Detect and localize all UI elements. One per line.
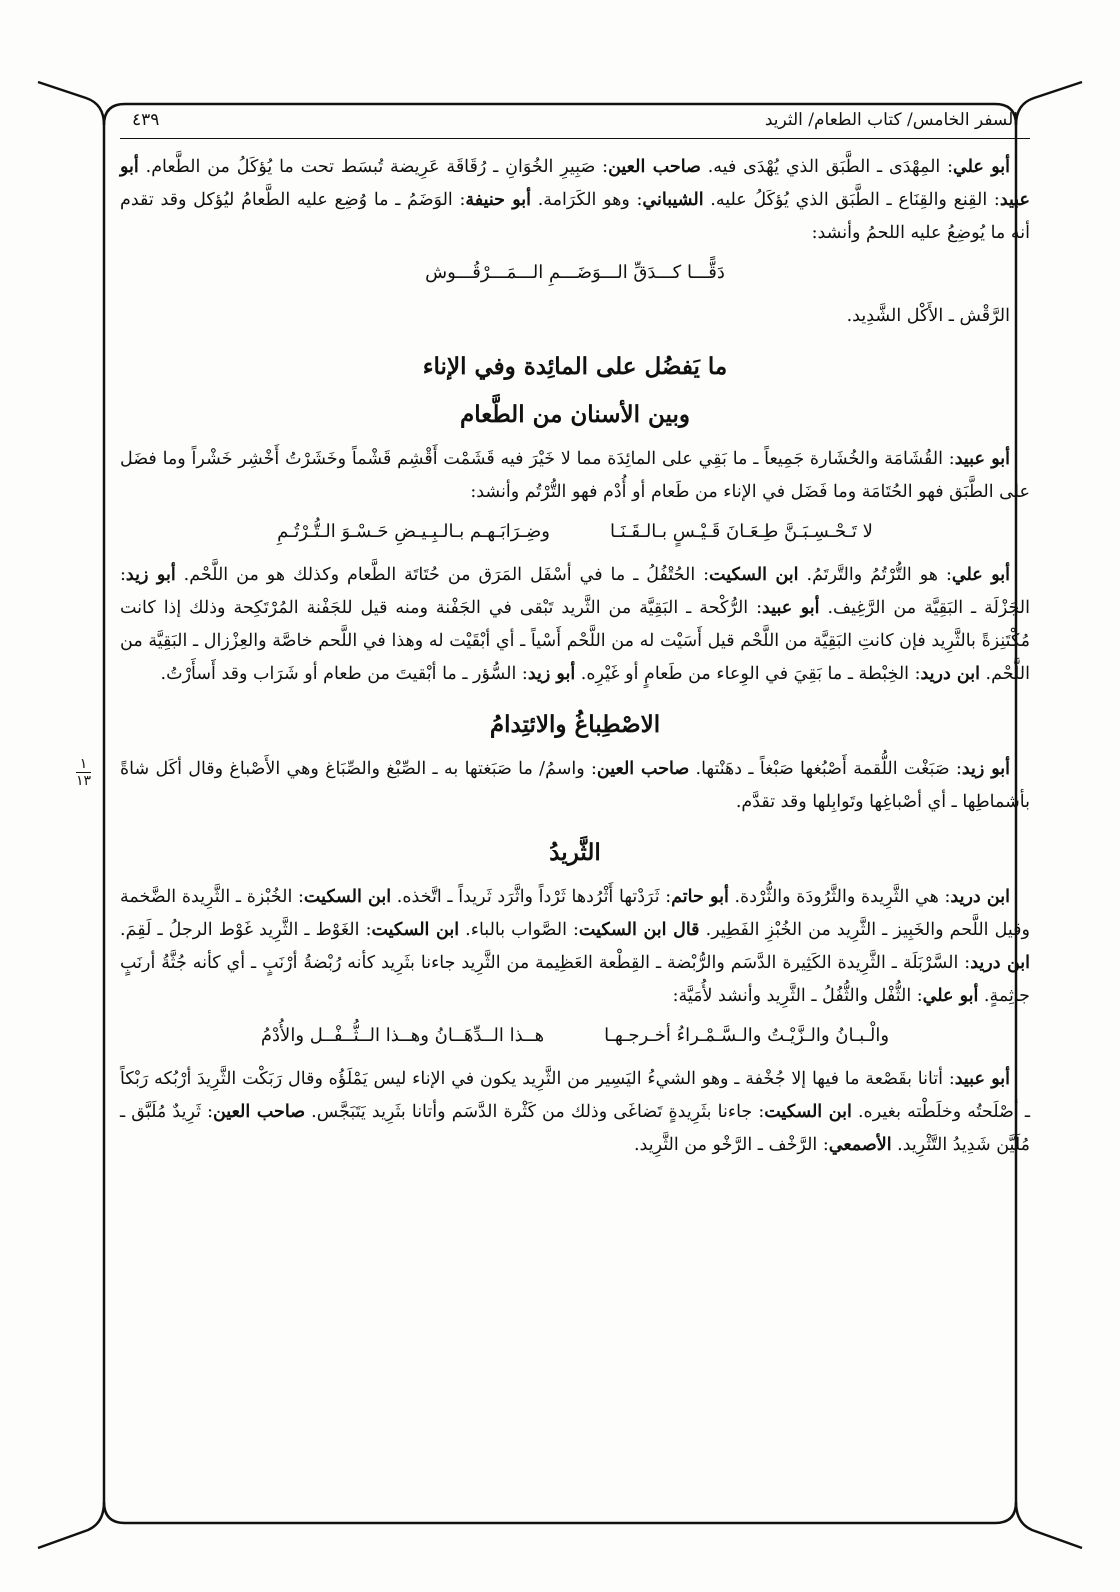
- text-run: : الخِبْطة ـ ما بَقِيَ في الوِعاء من طَعامٍ أو غَيْرِه.: [575, 664, 921, 684]
- text-run: : الرُّكْحة ـ البَقِيَّة من الثَّريد تَبْقى في الجَفْنة ومنه قيل للجَفْنة المُرْتَكِحة وذلك إذا كانت مُكْتَنِزةً بالثَّرِيد فإن كانتِ البَقِيَّة من اللَّحْم قيل أَسَيْت له من اللَّحْم أَسْياً ـ أي أبْقَيْت له وهذا في اللَّحم خاصَّة والعِزْزال ـ البَقِيَّة من اللَّحْم.: [120, 598, 1030, 684]
- verse-hemistich-left: وضِـرَابَـهـم بـالـبِـيـضِ حَـسْـوَ الـتُّـرْتُـمِ: [277, 521, 550, 542]
- text-run: : القِنع والقِنَاع ـ الطَّبَق الذي يُؤكَلُ عليه.: [703, 190, 1000, 210]
- text-run: : صَبَغْت اللُّقمة أَصْبُغها صَبْغاً ـ دهَنْتها.: [689, 759, 962, 779]
- text-run: : واسمُ/ ما صَبَغتها به ـ الصِّبْغ والصِّبَاغ وهي الأَصْباغ وقال أكَل شاةً بأشماطِها ـ أي أصْباغِها وتَوابِلها وقد تقدَّم.: [120, 759, 1030, 812]
- text-run: : أتانا بقَصْعة ما فيها إلا جُخْفة ـ وهو الشيءُ اليَسِير من الثَّرِيد يكون في الإناء ليس يَمْلَؤُه وقال رَبَكْت الثَّرِيدَ أرْبُكه رَبْكاً ـ أصْلَحتُه وخلَطْته بغيره.: [120, 1069, 1030, 1122]
- verse-line: [120, 256, 1030, 290]
- source-name: ابن دريد: [950, 887, 1010, 907]
- page-number: ٤٣٩: [132, 110, 160, 130]
- verse-hemistich-right: والْـبـانُ والـزَّيْـتُ والـسَّـمْـراءُ أخـرجـهـا: [604, 1025, 890, 1046]
- source-name: أبو عبيد: [762, 598, 820, 618]
- source-name: ابن السكيت: [303, 887, 392, 907]
- verse-hemistich-left: هــذا الــدِّهَــانُ وهــذا الــثُّــفْــل والأُدْمُ: [260, 1025, 545, 1046]
- text-run: : السَّرْبَلَة ـ الثَّرِيدة الكَثِيرة الدَّسَم والرُّبْضة ـ القِطْعة العَظِيمة من الثَّرِيد جاءنا بثَرِيد كأنه رُبْضةُ أرْنَبٍ ـ أي كأنه جُثَّةُ أرنَبٍ جاثِمةٍ.: [120, 953, 1030, 1006]
- source-name: أبو علي: [922, 986, 979, 1006]
- margin-folio-note: [76, 757, 91, 788]
- source-name: أبو زيد: [527, 664, 576, 684]
- source-name: ابن دريد: [920, 664, 980, 684]
- page-body: [76, 151, 1031, 1162]
- source-name: قال ابن السكيت: [578, 920, 700, 940]
- source-name: أبو حاتم: [671, 887, 729, 907]
- section-title: الاصْطِباغُ والائتِدامُ: [489, 711, 661, 738]
- source-name: صاحب العين: [596, 759, 690, 779]
- text-run: : جاءنا بثَرِيدةٍ تَضاغَى وذلك من كَثْرة الدَّسَم وأتانا بثَرِيد يَتَبَجَّس.: [305, 1102, 765, 1122]
- text-run: : هو التُّرْتُمُ والتَّرتَمُ.: [798, 565, 952, 585]
- source-name: ابن دريد: [970, 953, 1031, 973]
- source-name: ابن السكيت: [709, 565, 799, 585]
- margin-note-numerator: ١: [76, 757, 91, 773]
- header-rule: [120, 138, 1030, 139]
- text-run: : الجَزْلَة ـ البَقِيَّة من الرَّغِيف.: [120, 565, 1030, 618]
- text-run: : الرَّخْف ـ الرَّخْو من الثَّرِيد.: [633, 1135, 829, 1155]
- running-title: السفر الخامس/ كتاب الطعام/ الثريد: [764, 110, 1018, 130]
- source-name: صاحب العين: [212, 1102, 306, 1122]
- text-run: : الغَوْط ـ الثَّرِيد غَوْط الرجلُ ـ لَقِمَ.: [120, 920, 372, 940]
- source-name: الأصمعي: [828, 1135, 892, 1155]
- source-name: أبو علي: [951, 565, 1011, 585]
- page-content: [76, 110, 1031, 1168]
- source-name: الشيباني: [642, 190, 704, 210]
- text-run: : الحُتْفُلُ ـ ما في أسْفَل المَرَق من حُتَاتَة الطَّعام وكذلك هو من اللَّحْم.: [175, 565, 710, 585]
- source-name: أبو عبيد: [954, 1069, 1010, 1089]
- source-name: أبو زيد: [125, 565, 176, 585]
- source-name: صاحب العين: [608, 157, 701, 177]
- verse-hemistich: دَقًّـــا كـــدَقِّ الـــوَضَـــمِ الـــمَـــرْقُـــوش: [425, 262, 725, 283]
- text-run: : السُّؤر ـ ما أبْقيتَ من طعام أو شَرَاب وقد أَسأَرْتُ.: [160, 664, 528, 684]
- paragraph: [120, 1063, 1030, 1162]
- paragraph: [120, 881, 1030, 1013]
- text-run: : وهو الكَرَامة.: [531, 190, 643, 210]
- verse-hemistich-right: لا تَـحْـسِـبَـنَّ طِـعَـانَ قَـيْـسٍ بـالـقَـنَـا: [609, 521, 873, 542]
- verse-line: [120, 515, 1030, 549]
- paragraph: [120, 443, 1030, 509]
- source-name: أبو زيد: [961, 759, 1011, 779]
- source-name: أبو حنيفة: [465, 190, 532, 210]
- text-run: : ثَرَدْتها أَثْرُدها ثَرْداً واثَّرَد ثَريداً ـ اتَّخذه.: [391, 887, 672, 907]
- text-run: : ثَرِيدٌ مُلَبَّق ـ مُلَيَّن شَدِيدُ التَّثْرِيد.: [120, 1102, 1030, 1155]
- text-run: : الخُبْزة ـ الثَّرِيدة الضَّخمة وقيل اللَّحم والخَبِيز ـ الثَّرِيد من الخُبْزِ الفَطِير.: [120, 887, 1030, 940]
- section-title-line2: وبين الأسنان من الطَّعام: [459, 401, 691, 428]
- source-name: أبو عبيد: [120, 157, 1031, 210]
- text-run: : صَبِيرِ الخُوَانِ ـ رُقَاقَة عَرِيضة تُبسَط تحت ما يُؤكَلُ من الطَّعام.: [138, 157, 609, 177]
- source-name: أبو عبيد: [954, 449, 1010, 469]
- text-run: : هي الثَّرِيدة والثَّرُودَة والثُّرْدة.: [728, 887, 951, 907]
- text-run: : الثُّفْل والثُّفُلُ ـ الثَّرِيد وأنشد لأُمَيَّة:: [672, 986, 923, 1006]
- section-title-line1: ما يَفضُل على المائِدة وفي الإناء: [422, 353, 728, 380]
- source-name: أبو علي: [953, 157, 1011, 177]
- source-name: ابن السكيت: [371, 920, 460, 940]
- text-run: : المِهْدَى ـ الطَّبَق الذي يُهْدَى فيه.: [700, 157, 954, 177]
- text-run: الرَّقْش ـ الأَكْل الشَّدِيد.: [846, 306, 1010, 326]
- running-header: [120, 110, 1030, 138]
- paragraph: [120, 559, 1030, 691]
- text-run: : الوَضَمُ ـ ما وُضِع عليه الطَّعامُ ليُؤكل وقد تقدم أنه ما يُوضِعُ عليه اللحمُ وأنشد:: [120, 190, 1030, 243]
- text-run: : الصَّواب بالباء.: [459, 920, 579, 940]
- section-body: [76, 753, 1030, 819]
- verse-line: [120, 1019, 1030, 1053]
- paragraph: [120, 300, 1030, 333]
- text-run: : القُشَامَة والخُشَارة جَمِيعاً ـ ما بَقِي على المائِدَة مما لا خَيْرَ فيه قَشَمْت أَقْشِم قَشْماً وخَشَرْتُ أَخْشِر خَشْراً وما فضَل على الطَّبَق فهو الحُتَامَة وما فَضَل في الإناء من طَعام أو أُدْم فهو التُّرْتُم وأنشد:: [120, 449, 1030, 502]
- source-name: ابن السكيت: [764, 1102, 852, 1122]
- paragraph: [120, 151, 1030, 250]
- margin-note-denominator: ١٣: [76, 773, 92, 789]
- section-title: الثَّريدُ: [549, 839, 601, 866]
- paragraph: [120, 753, 1030, 819]
